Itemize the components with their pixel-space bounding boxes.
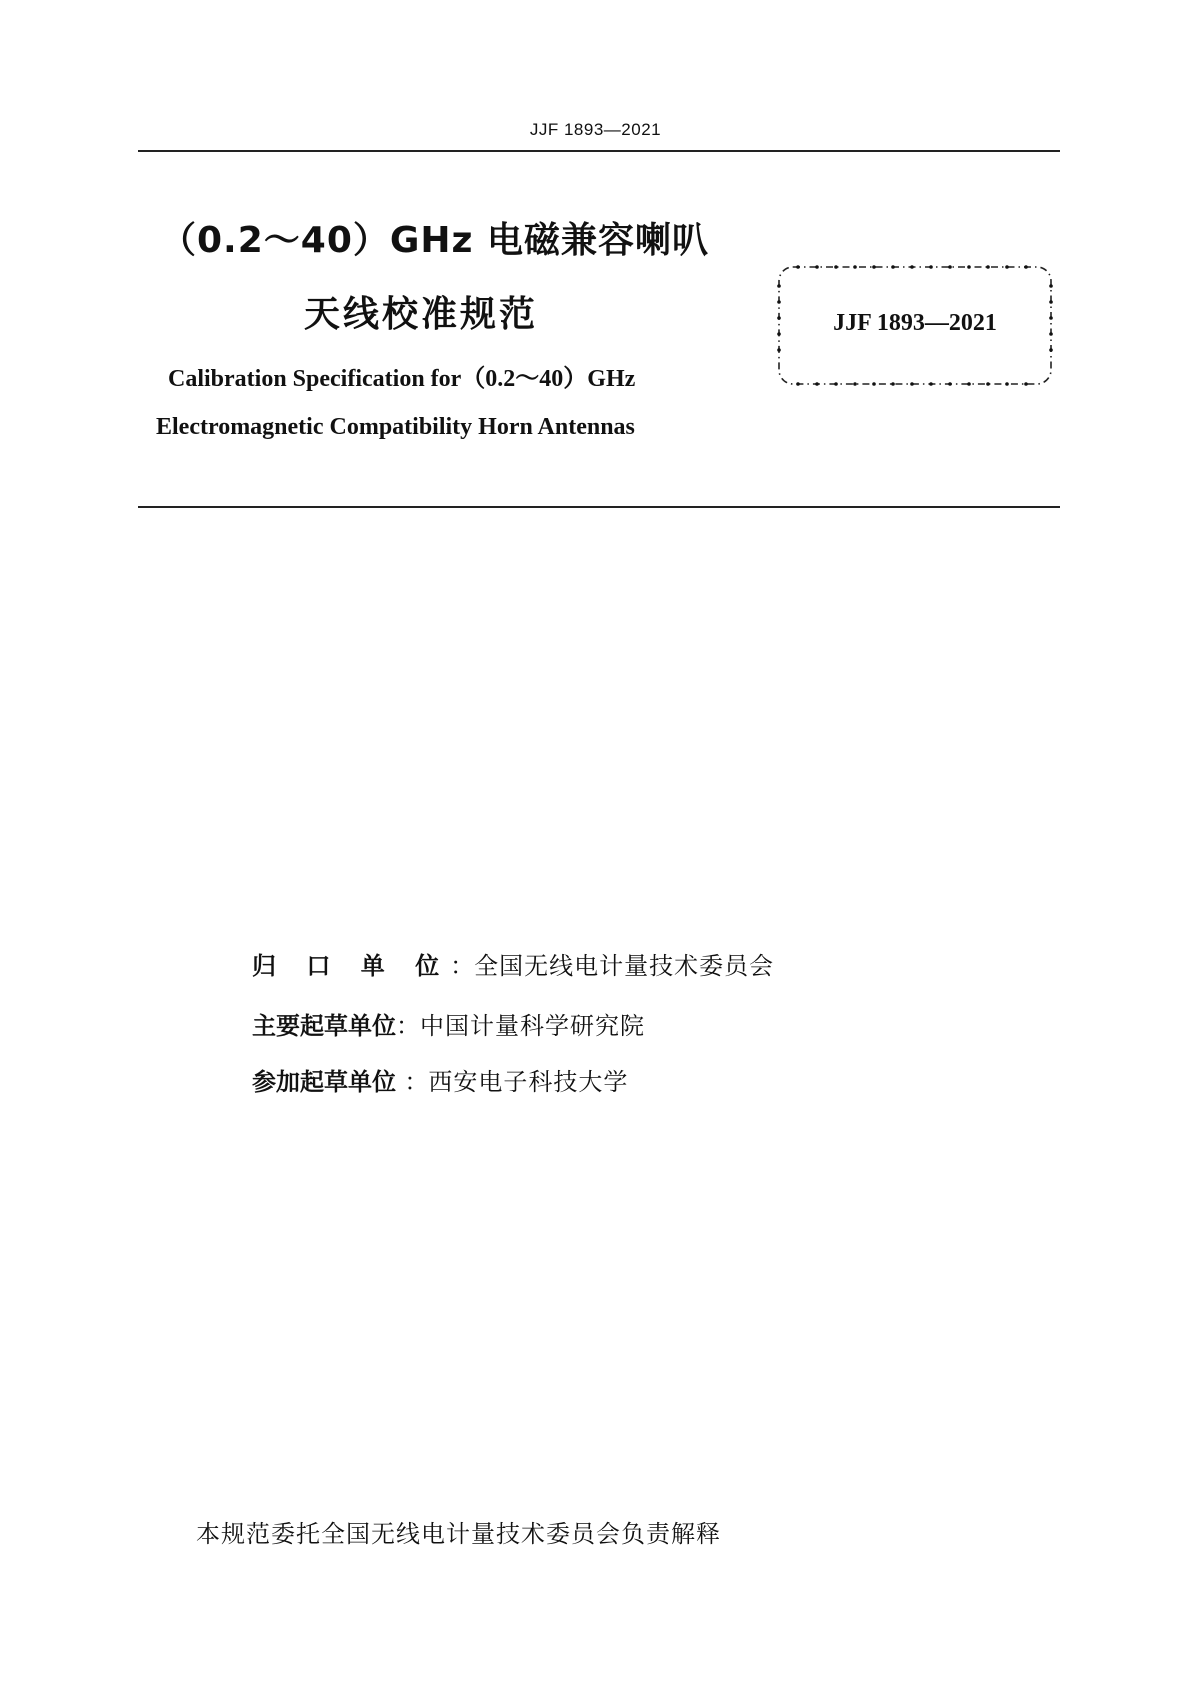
border-dot [1024, 265, 1028, 269]
border-dot [929, 265, 933, 269]
border-dot [777, 348, 781, 352]
border-dot [815, 265, 819, 269]
org-line-responsible [252, 946, 774, 981]
org-value: 中国计量科学研究院 [420, 1012, 645, 1040]
border-dot [796, 382, 800, 386]
border-dot [986, 382, 990, 386]
border-dot [1005, 265, 1009, 269]
border-dot [910, 265, 914, 269]
border-dot [1049, 284, 1053, 288]
header-rule [138, 150, 1060, 152]
border-dot [986, 265, 990, 269]
border-dot [853, 265, 857, 269]
border-dot [1049, 348, 1053, 352]
title-chinese-line-2: 天线校准规范 [304, 294, 539, 335]
org-label: 主要起草单位 [252, 1012, 396, 1040]
org-label: 归 口 单 位 [252, 952, 451, 980]
footer-interpretation-note: 本规范委托全国无线电计量技术委员会负责解释 [196, 1520, 721, 1548]
border-dot [777, 300, 781, 304]
border-dot [1005, 382, 1009, 386]
border-dot [948, 265, 952, 269]
org-separator: ： [450, 952, 475, 980]
border-dot [1024, 382, 1028, 386]
border-dot [853, 382, 857, 386]
border-dot [777, 284, 781, 288]
title-chinese-line-1: （0.2～40）GHz 电磁兼容喇叭 [160, 220, 710, 261]
header-standard-code: JJF 1893—2021 [529, 120, 662, 139]
border-dot [948, 382, 952, 386]
org-separator: ： [396, 1012, 420, 1040]
border-dot [872, 265, 876, 269]
border-dot [891, 382, 895, 386]
border-dot [891, 265, 895, 269]
border-dot [796, 265, 800, 269]
org-value: 西安电子科技大学 [428, 1068, 629, 1096]
title-bottom-rule [138, 506, 1060, 508]
border-dot [834, 265, 838, 269]
border-dot [967, 382, 971, 386]
border-dot [1049, 300, 1053, 304]
org-value: 全国无线电计量技术委员会 [474, 952, 775, 980]
title-english-line-1: Calibration Specification for（0.2～40）GHz [168, 366, 636, 392]
org-label: 参加起草单位 [252, 1068, 405, 1096]
title-english-line-2: Electromagnetic Compatibility Horn Antennas [156, 414, 635, 440]
code-box-text: JJF 1893—2021 [833, 310, 997, 336]
org-line-main-drafting [252, 1006, 645, 1041]
standard-code-box [776, 264, 1054, 387]
border-dot [834, 382, 838, 386]
border-dot [929, 382, 933, 386]
org-separator: ： [404, 1068, 429, 1096]
border-dot [910, 382, 914, 386]
border-dot [967, 265, 971, 269]
org-line-participating [252, 1062, 628, 1097]
border-dot [872, 382, 876, 386]
border-dot [815, 382, 819, 386]
